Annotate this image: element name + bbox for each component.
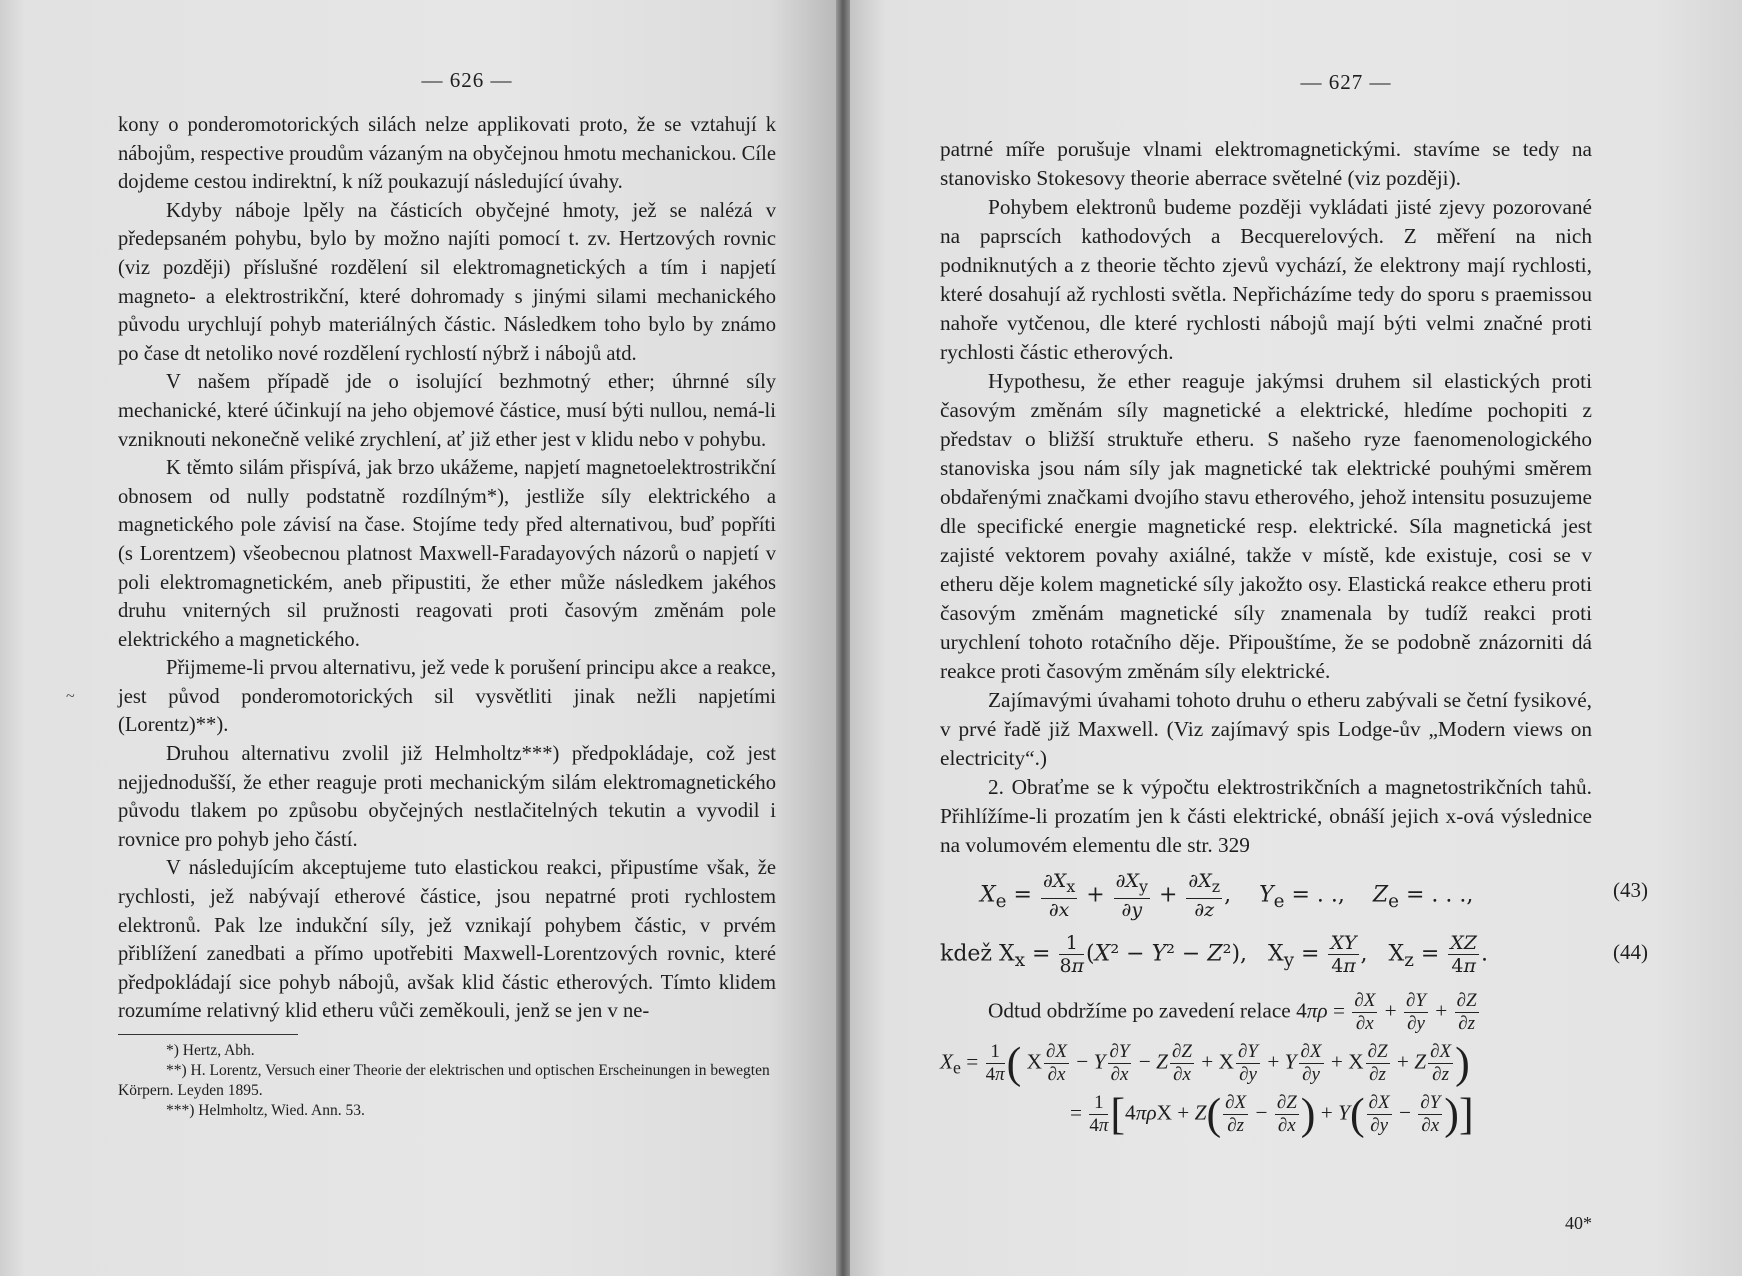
paragraph: Přijmeme-li prvou alternativu, jež vede k porušení principu akce a reakce, jest původ ponderomotorických sil vysvětliti jinak nežli napjetími (Lorentz)**). [118,657,776,737]
relation-text: Odtud obdržíme po zavedení relace [988,998,1291,1023]
paragraph: Pohybem elektronů budeme později vykládati jisté zjevy pozorované na paprscích kathodových a Becquerelových. Z měření na nich podniknutých a z theorie těchto zjevů vychází, že elektrony mají rychlosti, které dosahují až rychlosti světla. Nepřicházíme tedy do sporu s praemissou nahoře vytčenou, dle které rychlosti nábojů mají býti velmi značné proti rychlosti částic etherových. [940,195,1592,364]
margin-mark: ~ [66,688,75,705]
right-page [850,0,1742,1276]
equation-xe-final: = $\frac{1}{4\pi}$ [4πρX + Z( $\frac{\partial X}{\partial z}$ − $\frac{\partial Z}{\partial x}$ ) + Y( $\frac{\partial X}{\partial y}$ − $\frac{\partial Y}{\partial x}$ )] [1070,1089,1474,1139]
equation-43 [940,864,1648,922]
footnote: *) Hertz, Abh. [166,1042,255,1059]
book-gutter [836,0,850,1276]
equation-number: (44) [1613,940,1648,964]
equation-43-body: $X_e$ = $\frac{\partial X_x}{\partial x}$ + $\frac{\partial X_y}{\partial y}$ + $\frac{\partial X_z}{\partial z}$ , $Y_e$ = . ., $Z_e$ = . . ., [980,870,1474,921]
signature-mark: 40* [1565,1213,1592,1233]
paragraph: Zajímavými úvahami tohoto druhu o etheru zabývali se četní fysikové, v prvé řadě již Maxwell. (Viz zajímavý spis Lodge-ův „Modern views on electricity“.) [940,688,1592,770]
equation-xe-expanded: $X_e$ = $\frac{1}{4\pi}$ ( X $\frac{\partial X}{\partial x}$ − Y $\frac{\partial Y}{\partial x}$ − Z $\frac{\partial Z}{\partial x}$ + X $\frac{\partial Y}{\partial y}$ + Y $\frac{\partial X}{\partial y}$ + X $\frac{\partial Z}{\partial z}$ + Z $\frac{\partial X}{\partial z}$ ) [940,1038,1470,1088]
right-body-text [940,135,1592,860]
relation-line: Odtud obdržíme po zavedení relace 4πρ = $\frac{\partial X}{\partial x}$ + $\frac{\partial Y}{\partial y}$ + $\frac{\partial Z}{\partial z}$ [988,990,1477,1034]
equation-number: (43) [1613,878,1648,902]
paragraph: 2. Obraťme se k výpočtu elektrostrikčních a magnetostrikčních tahů. Přihlížíme-li prozatím jen k části elektrické, obnáší jejich x-ová výslednice na volumovém elementu dle str. 329 [940,775,1592,857]
paragraph: K těmto silám přispívá, jak brzo ukážeme, napjetí magnetoelektrostrikční obnosem od nully podstatně rozdílným*), jestliže síly elektrického a magnetického pole závisí na čase. Stojíme tedy před alternativou, buď popříti (s Lorentzem) všeobecnou platnost Maxwell-Faradayových názorů o napjetí v poli elektromagnetickém, aneb připustiti, že ether může následkem jakéhos druhu vniterných sil pružnosti reagovati proti časovým změnám pole elektrického a magnetického. [118,457,776,651]
equation-44-body: kdež $X_x$ = $\frac{1}{8\pi}$ (X² − Y² − Z²), $X_y$ = $\frac{XY}{4\pi}$ , $X_z$ = $\frac{XZ}{4\pi}$ . [940,932,1489,977]
paragraph: Hypothesu, že ether reaguje jakýmsi druhem sil elastických proti časovým změnám síly magnetické a elektrické, hledíme pochopiti z představ o bližší struktuře etheru. S našeho ryze faenomenologického stanoviska jsou nám síly jak magnetické tak elektrické pouhými směrem obdařenými značkami dvojího stavu etherového, jehož intensitu posuzujeme dle specifické energie magnetické resp. elektrické. Síla magnetická jest zajisté vektorem povahy axiálné, takže v místě, kde existuje, cosi se v etheru děje kolem magnetické síly jakožto osy. Elastická reakce etheru proti časovým změnám magnetické síly znamenala by tudíž reakci proti urychlení tohoto rotačního děje. Připouštíme, že se podobně znázorniti dá reakce proti časovým změnám síly elektrické. [940,369,1592,683]
footnote: ***) Helmholtz, Wied. Ann. 53. [166,1102,365,1119]
footnote: **) H. Lorentz, Versuch einer Theorie der elektrischen und optischen Erscheinungen in bewegten Körpern. Leyden 1895. [118,1062,770,1099]
paragraph: patrné míře porušuje vlnami elektromagnetickými. stavíme se tedy na stanovisko Stokesovy theorie aberrace světelné (viz později). [940,137,1592,190]
page-number-left: — 626 — [421,68,513,92]
footnote-divider [118,1034,298,1035]
page-number-right: — 627 — [1300,70,1392,94]
left-body-text [118,111,776,1026]
paragraph: V našem případě jde o isolující bezhmotný ether; úhrnné síly mechanické, které účinkují na jeho objemové částice, musí býti nullou, nemá-li vzniknouti nekonečně veliké zrychlení, ať již ether jest v klidu nebo v pohybu. [118,371,776,451]
paragraph: Kdyby náboje lpěly na částicích obyčejné hmoty, jež se nalézá v předepsaném pohybu, bylo by možno najíti pomocí t. zv. Hertzových rovnic (viz později) příslušné rozdělení sil elektromagnetických a tím i napjetí magneto- a elektrostrikční, které dohromady s jinými silami mechanického původu urychlují pohyb materiálných částic. Následkem toho bylo by známo po čase dt netoliko nové rozdělení rychlostí nýbrž i nábojů atd. [118,199,776,365]
equation-prefix: kdež [940,941,993,967]
equation-44 [940,926,1648,984]
footnotes [118,1041,776,1121]
paragraph: V následujícím akceptujeme tuto elastickou reakci, připustíme však, že rychlosti, jež nabývají etherové částice, jsou nepatrné proti rychlostem elektronů. Pak lze indukční síly, jež vznikají pohybem částic, v prvém přiblížení zanedbati a přímo upotřebiti Maxwell-Lorentzových rovnic, které předpokládají sice pohyb nábojů, avšak klid částic etherových. Tímto klidem rozumíme relativný klid etheru vůči zeměkouli, jenž se jen v ne- [118,857,776,1023]
paragraph: kony o ponderomotorických silách nelze applikovati proto, že se vztahují k nábojům, respective proudům vázaným na obyčejnou hmotu mechanickou. Cíle dojdeme cestou indirektní, k níž poukazují následující úvahy. [118,114,776,194]
left-page [0,0,836,1276]
paragraph: Druhou alternativu zvolil již Helmholtz***) předpokládaje, což jest nejjednodušší, že ether reaguje proti mechanickým silám elektromagnetického původu tlakem po způsobu obyčejných nestlačitelných tekutin a vyvodil i rovnice pro pohyb jeho částí. [118,743,776,851]
